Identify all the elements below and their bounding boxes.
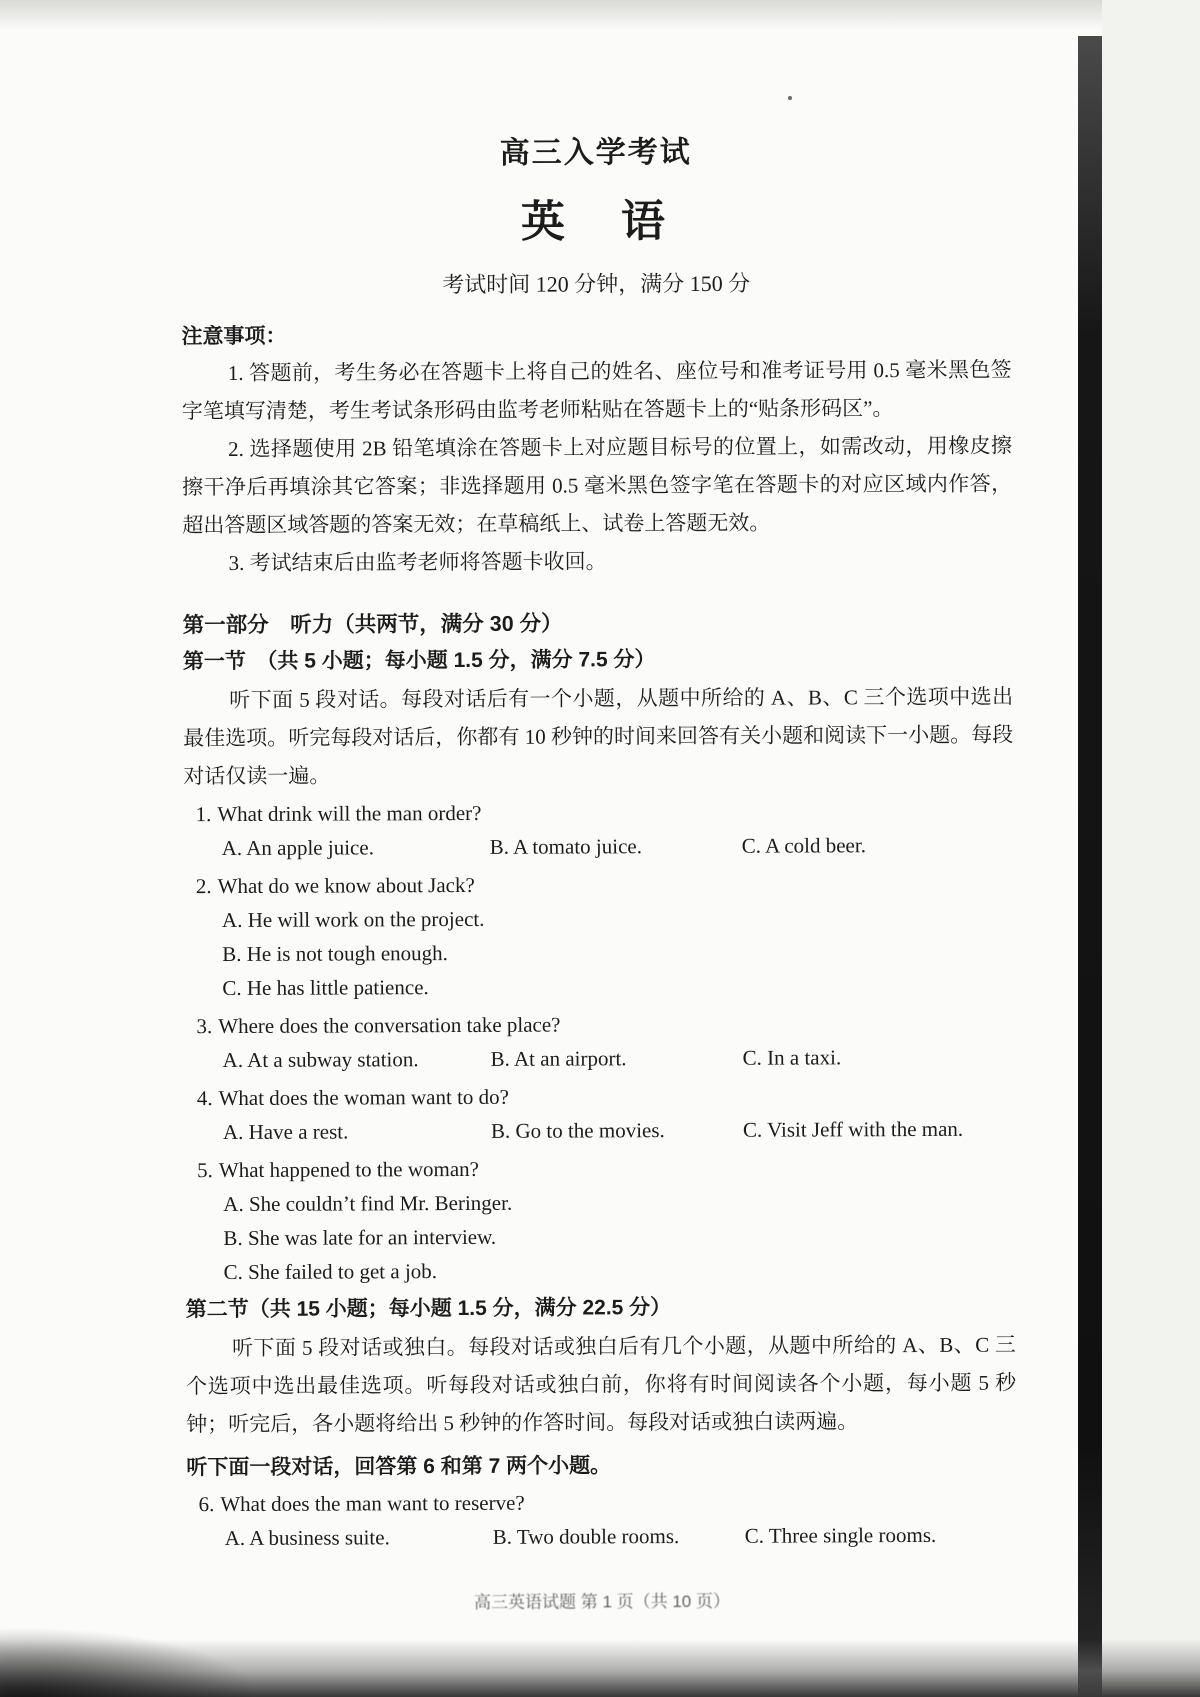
subject-title: 英 语 bbox=[520, 197, 672, 247]
question-6-stem: What does the man want to reserve? bbox=[220, 1490, 525, 1517]
section1-heading: 第一节 （共 5 小题；每小题 1.5 分，满分 7.5 分） bbox=[182, 648, 656, 674]
option-c: C. Visit Jeff with the man. bbox=[742, 1116, 964, 1142]
notice-item-3: 3. 考试结束后由监考老师将答题卡收回。 bbox=[228, 549, 607, 576]
scan-right-black-strip bbox=[1078, 36, 1102, 1697]
question-1 bbox=[183, 794, 1013, 866]
question-1-options bbox=[222, 828, 1014, 865]
option-a: A. At a subway station. bbox=[222, 1047, 419, 1073]
scan-bottom-left-shadow bbox=[0, 1627, 260, 1697]
question-3 bbox=[184, 1006, 1014, 1078]
section2-heading: 第二节（共 15 小题；每小题 1.5 分，满分 22.5 分） bbox=[185, 1296, 672, 1322]
question-3-stem: Where does the conversation take place? bbox=[218, 1012, 561, 1039]
section2-instructions: 听下面 5 段对话或独白。每段对话或独白后有几个小题，从题中所给的 A、B、C 三个选项中选出最佳选项。听每段对话或独白前，你将有时间阅读各个小题，每小题 5 秒钟；听完后，各小题将给出 5 秒钟的作答时间。每段对话或独白读两遍。 bbox=[185, 1332, 1017, 1437]
option-a: A. A business suite. bbox=[224, 1525, 390, 1551]
option-c: C. A cold beer. bbox=[741, 833, 866, 858]
scan-speck bbox=[788, 96, 792, 100]
option-a: A. Have a rest. bbox=[222, 1119, 349, 1145]
notice-item-2: 2. 选择题使用 2B 铅笔填涂在答题卡上对应题目标号的位置上，如需改动，用橡皮擦擦干净后再填涂其它答案；非选择题用 0.5 毫米黑色签字笔在答题卡的对应区域内作答，超出答题区域答题的答案无效；在草稿纸上、试卷上答题无效。 bbox=[182, 433, 1013, 538]
question-3-options bbox=[223, 1040, 1015, 1077]
question-6-number: 6. bbox=[198, 1492, 215, 1517]
page-footer: 高三英语试题 第 1 页（共 10 页） bbox=[473, 1591, 731, 1612]
question-5-number: 5. bbox=[197, 1158, 213, 1183]
question-2-text bbox=[196, 866, 1014, 904]
question-4-number: 4. bbox=[196, 1086, 213, 1111]
question-4-options bbox=[223, 1112, 1015, 1149]
question-5 bbox=[185, 1150, 1016, 1290]
exam-title: 高三入学考试 bbox=[499, 135, 692, 170]
option-b: B. She was late for an interview. bbox=[223, 1224, 497, 1251]
notice-heading: 注意事项： bbox=[181, 324, 287, 349]
question-2-number: 2. bbox=[195, 874, 212, 899]
option-b: B. He is not tough enough. bbox=[222, 941, 448, 967]
dialogue-6-7-intro: 听下面一段对话，回答第 6 和第 7 两个小题。 bbox=[186, 1454, 612, 1480]
question-2 bbox=[184, 866, 1015, 1006]
option-a: A. An apple juice. bbox=[221, 835, 374, 861]
part1-heading: 第一部分 听力（共两节，满分 30 分） bbox=[182, 611, 563, 638]
question-3-text bbox=[196, 1006, 1014, 1044]
question-1-number: 1. bbox=[195, 802, 212, 827]
question-4-stem: What does the woman want to do? bbox=[218, 1084, 510, 1111]
question-4 bbox=[185, 1078, 1015, 1150]
option-a: A. He will work on the project. bbox=[221, 906, 485, 933]
exam-duration-score: 考试时间 120 分钟，满分 150 分 bbox=[442, 270, 751, 298]
question-5-text bbox=[197, 1150, 1015, 1188]
option-b: B. Go to the movies. bbox=[490, 1118, 665, 1143]
question-2-stem: What do we know about Jack? bbox=[217, 872, 475, 899]
question-3-number: 3. bbox=[196, 1014, 213, 1039]
option-b: B. At an airport. bbox=[490, 1046, 627, 1071]
question-6-options bbox=[225, 1518, 1017, 1555]
option-b: B. A tomato juice. bbox=[489, 834, 643, 859]
option-c: C. Three single rooms. bbox=[744, 1522, 937, 1548]
question-6 bbox=[186, 1484, 1016, 1556]
option-c: C. He has little patience. bbox=[222, 975, 429, 1001]
question-4-text bbox=[197, 1078, 1015, 1116]
question-5-stem: What happened to the woman? bbox=[218, 1156, 479, 1183]
option-c: C. In a taxi. bbox=[742, 1045, 842, 1070]
section1-instructions: 听下面 5 段对话。每段对话后有一个小题，从题中所给的 A、B、C 三个选项中选出最佳选项。听完每段对话后，你都有 10 秒钟的时间来回答有关小题和阅读下一小题。每段对话仅读一遍。 bbox=[183, 684, 1014, 789]
question-1-text bbox=[195, 794, 1013, 832]
question-5-options bbox=[223, 1184, 1015, 1289]
notice-item-1: 1. 答题前，考生务必在答题卡上将自己的姓名、座位号和准考证号用 0.5 毫米黑色签字笔填写清楚，考生考试条形码由监考老师粘贴在答题卡上的“贴条形码区”。 bbox=[181, 357, 1012, 424]
option-b: B. Two double rooms. bbox=[492, 1524, 680, 1549]
scan-right-margin bbox=[1102, 0, 1200, 1697]
question-6-text bbox=[198, 1484, 1016, 1522]
question-1-stem: What drink will the man order? bbox=[217, 800, 482, 827]
option-a: A. She couldn’t find Mr. Beringer. bbox=[223, 1190, 513, 1217]
question-2-options bbox=[222, 900, 1014, 1005]
option-c: C. She failed to get a job. bbox=[223, 1259, 438, 1285]
